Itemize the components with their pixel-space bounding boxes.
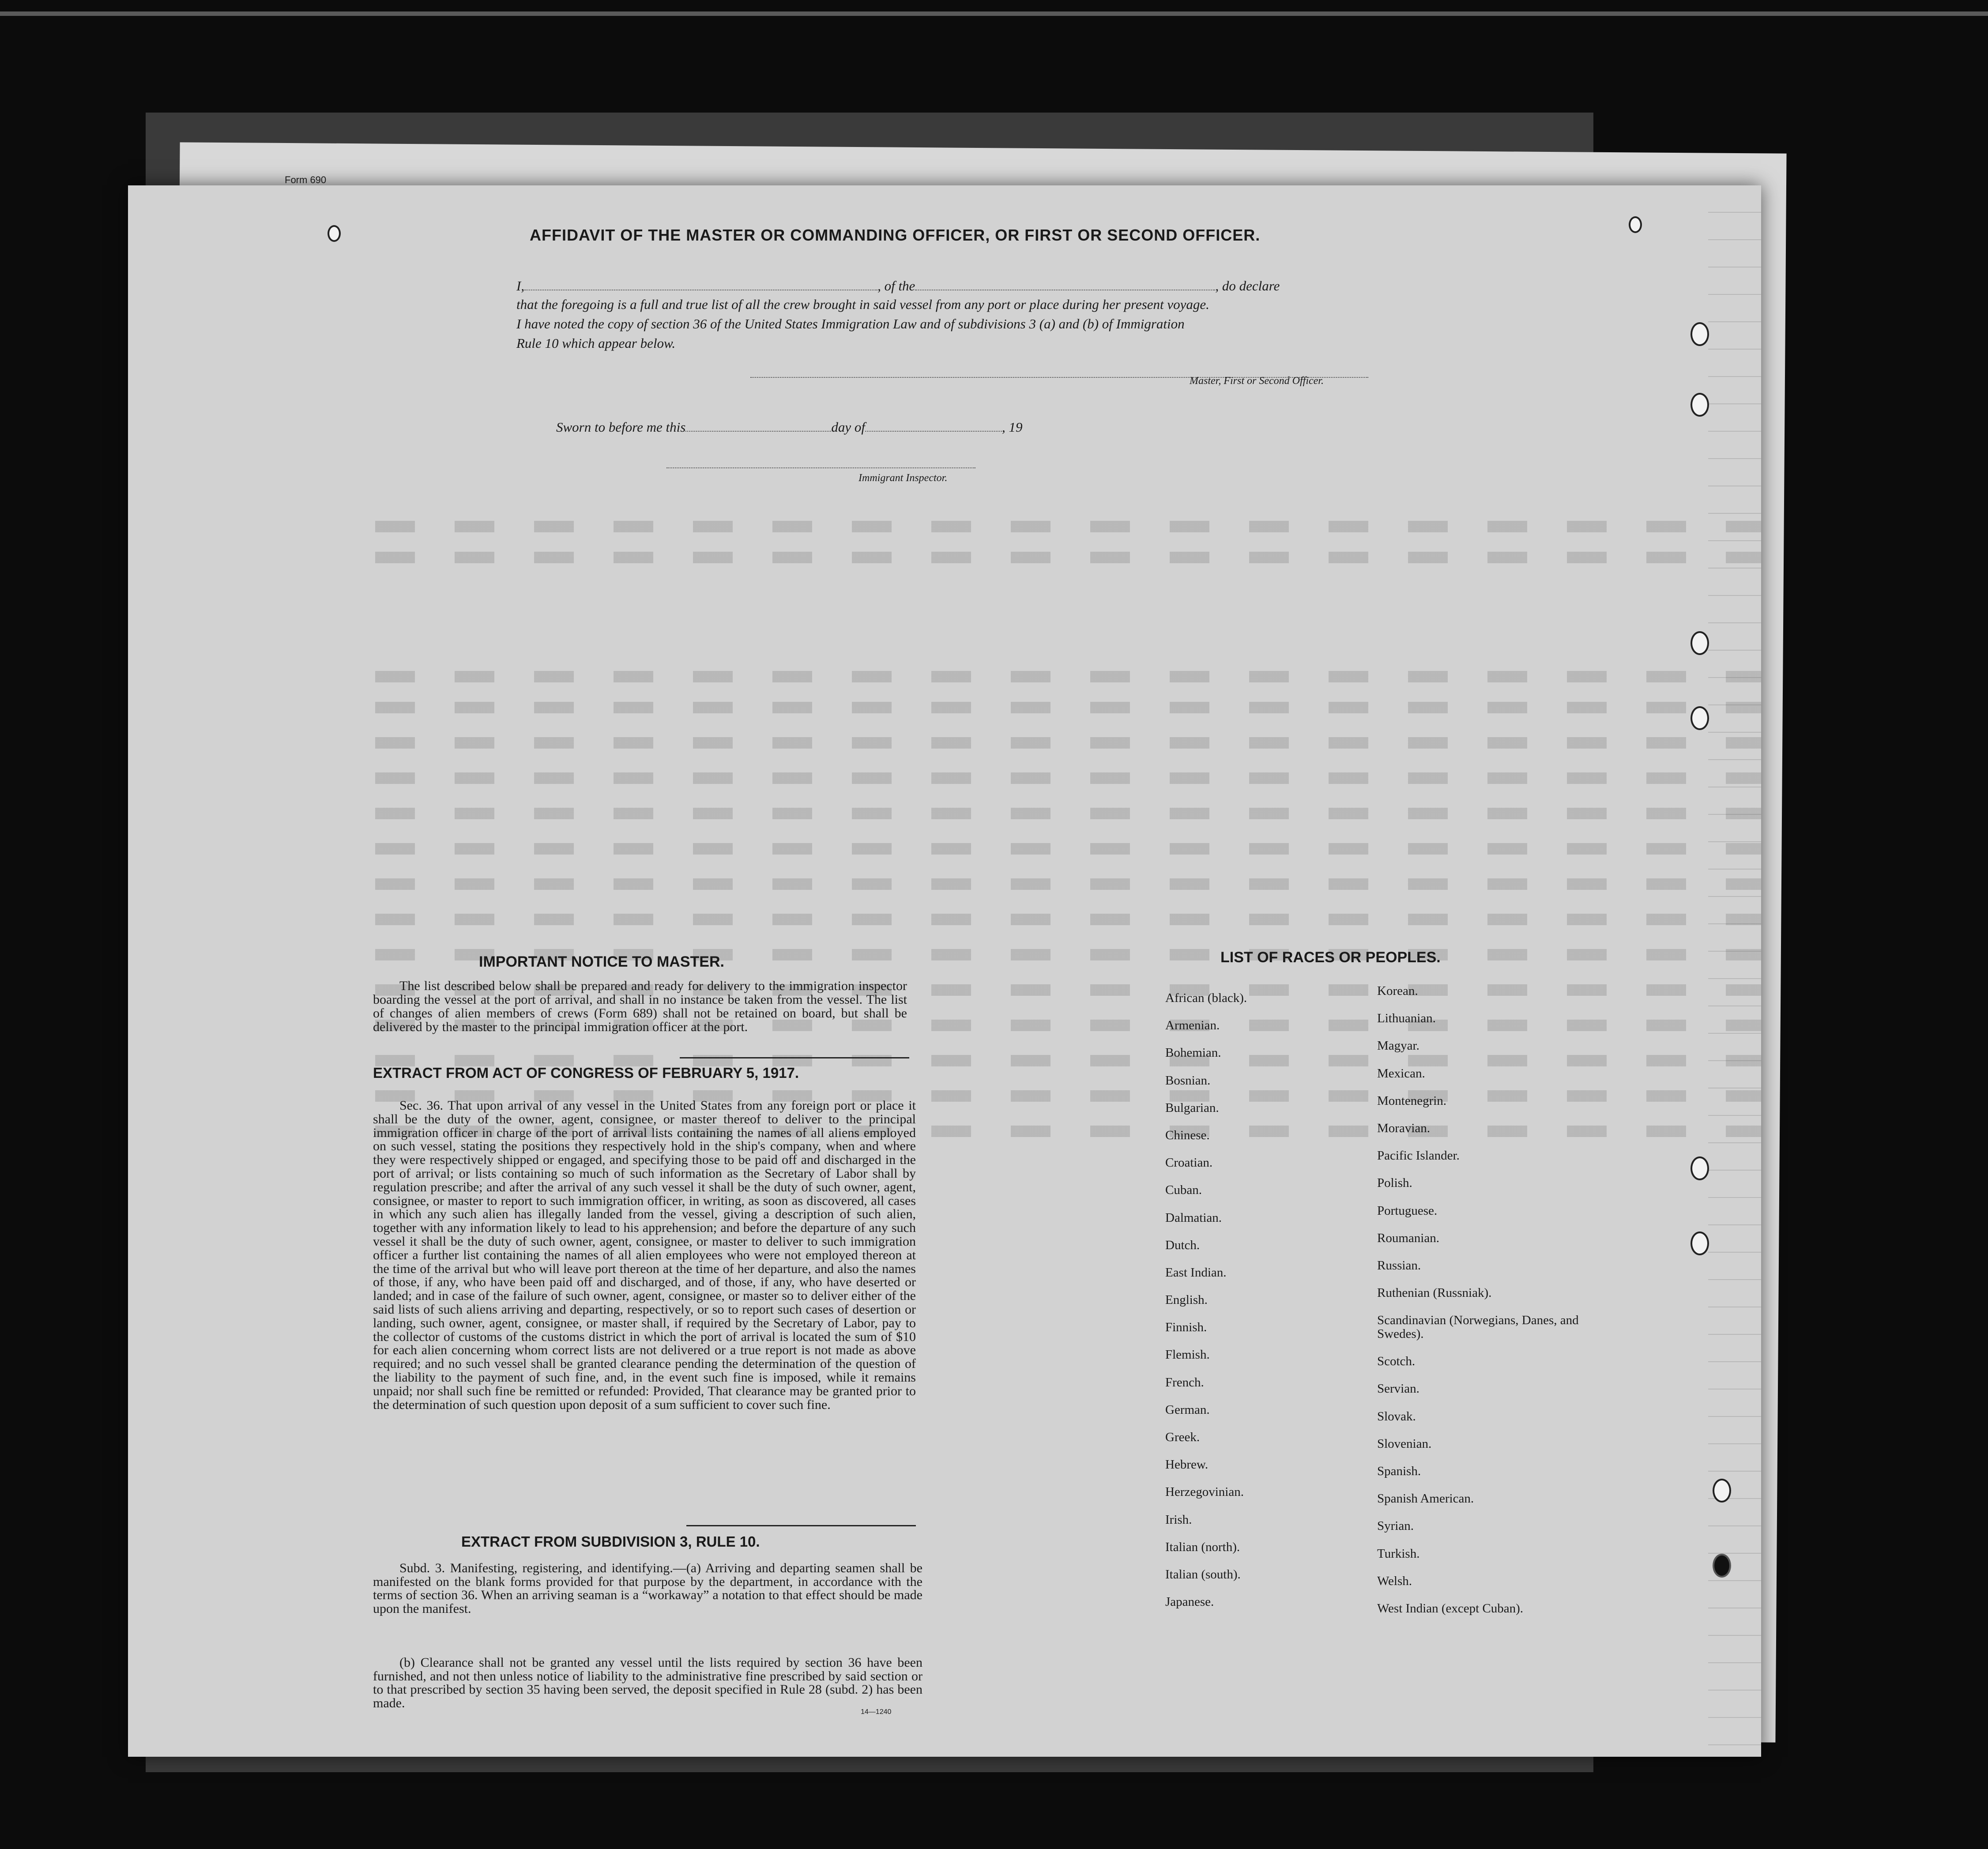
notice-title: IMPORTANT NOTICE TO MASTER. [479, 953, 724, 970]
race-item: Russian. [1377, 1258, 1421, 1273]
race-item: Flemish. [1165, 1348, 1210, 1362]
race-item: Italian (north). [1165, 1540, 1240, 1554]
race-item: African (black). [1165, 991, 1247, 1005]
affidavit-title: AFFIDAVIT OF THE MASTER OR COMMANDING OFFICER, OR FIRST OR SECOND OFFICER. [530, 226, 1261, 244]
affidavit-line-1 [516, 278, 1280, 294]
race-item: Turkish. [1377, 1546, 1420, 1561]
race-item: Hebrew. [1165, 1457, 1209, 1472]
day-of-label: day of [831, 419, 865, 435]
race-item: Scotch. [1377, 1354, 1416, 1369]
race-item: Greek. [1165, 1430, 1200, 1444]
extract-act-text: Sec. 36. That upon arrival of any vessel in the United States from any foreign port or place it shall be the duty of the owner, agent, consignee, or master thereof to deliver to the principal immigration officer in charge of the port of arrival lists containing the names of all aliens employed on such vessel, stating the positions they respectively hold in the ship's company, when and where they were respectively shipped or engaged, and specifying those to be paid off and discharged in the port of arrival; or lists containing so much of such information as the Secretary of Labor shall by regulation prescribe; and after the arrival of any such vessel it shall be the duty of such owner, agent, consignee, or master to report to such immigration officer, in writing, as soon as discovered, all cases in which any such alien has illegally landed from the vessel, giving a description of such alien, together with any information likely to lead to his apprehension; and before the departure of any such vessel it shall be the duty of such owner, agent, consignee, or master to deliver to such immigration officer a further list containing the names of all alien employees who were not employed thereon at the time of the arrival but who will leave port thereon at the time of her departure, and also the names of those, if any, who have been paid off and discharged, and of those, if any, who have deserted or landed; and in case of the failure of such owner, agent, consignee, or master so to deliver either of the said lists of such aliens arriving and departing, respectively, or so to report such cases of desertion or landing, such owner, agent, consignee, or master shall, if required by the Secretary of Labor, pay to the collector of customs of the customs district in which the port of arrival is located the sum of $10 for each alien concerning whom correct lists are not delivered or a true report is not made as above required; and no such vessel shall be granted clearance pending the determination of the question of the liability to the payment of such fine, and, in the event such fine is imposed, while it remains unpaid; nor shall such fine be remitted or refunded: Provided, That clearance may be granted prior to the determination of such question upon deposit of a sum sufficient to cover such fine. [373, 1098, 916, 1412]
extract-rule-text-a: Subd. 3. Manifesting, registering, and identifying.—(a) Arriving and departing seamen shall be manifested on the blank forms provided for that purpose by the department, in accordance with the terms of section 36. When an arriving seaman is a “workaway” a notation to that effect should be made upon the manifest. [373, 1561, 922, 1616]
bleed-through-row [375, 552, 1761, 563]
race-item: Slovak. [1377, 1409, 1416, 1423]
affidavit-line-4: Rule 10 which appear below. [516, 335, 676, 351]
bleed-through-row [375, 702, 1761, 713]
race-item: Montenegrin. [1377, 1093, 1447, 1108]
bleed-through-row [375, 772, 1761, 784]
race-item: Dutch. [1165, 1238, 1200, 1252]
year-label: , 19 [1002, 419, 1023, 435]
binder-hole [1691, 1156, 1709, 1180]
extract-rule-text-b: (b) Clearance shall not be granted any vessel until the lists required by section 36 have been furnished, and not then unless notice of liability to the administrative fine prescribed by said section or to that prescribed by section 35 having been served, the deposit specified in Rule 28 (subd. 2) has been made. [373, 1655, 922, 1710]
race-item: Scandinavian (Norwegians, Danes, and Swedes). [1377, 1313, 1579, 1341]
affidavit-of-the: , of the [877, 278, 915, 294]
binder-hole [1691, 393, 1709, 417]
notice-text: The list described below shall be prepared and ready for delivery to the immigration inspector boarding the vessel at the port of arrival, and shall in no instance be taken from the vessel. The list of changes of alien members of crews (Form 689) shall not be retained on board, but shall be delivered by the master to the principal immigration officer at the port. [373, 979, 907, 1034]
race-item: Servian. [1377, 1382, 1419, 1396]
affidavit-line-2: that the foregoing is a full and true list of all the crew brought in said vessel from any port or place during her present voyage. [516, 297, 1209, 312]
extract-act-title: EXTRACT FROM ACT OF CONGRESS OF FEBRUARY 5, 1917. [373, 1065, 799, 1081]
race-item: Chinese. [1165, 1128, 1210, 1142]
binder-hole [1691, 322, 1709, 346]
race-item: Ruthenian (Russniak). [1377, 1286, 1492, 1300]
divider [680, 1057, 909, 1058]
race-item: Mexican. [1377, 1066, 1425, 1081]
race-item: Finnish. [1165, 1320, 1207, 1335]
race-item: Syrian. [1377, 1519, 1414, 1533]
races-title: LIST OF RACES OR PEOPLES. [1220, 949, 1441, 966]
bleed-through-row [375, 737, 1761, 749]
race-item: Dalmatian. [1165, 1210, 1222, 1225]
bleed-through-row [375, 521, 1761, 532]
master-label: Master, First or Second Officer. [1190, 375, 1324, 387]
race-item: Irish. [1165, 1512, 1192, 1527]
race-item: English. [1165, 1293, 1208, 1307]
bleed-through-row [375, 914, 1761, 925]
race-item: Croatian. [1165, 1156, 1213, 1170]
race-item: Pacific Islander. [1377, 1149, 1460, 1163]
form-number: Form 690 [285, 174, 327, 185]
race-item: German. [1165, 1402, 1210, 1417]
race-item: Bosnian. [1165, 1073, 1211, 1088]
binder-hole [1691, 631, 1709, 655]
race-item: Roumanian. [1377, 1231, 1439, 1245]
binder-hole [1691, 706, 1709, 730]
races-left-column [1165, 991, 1359, 1623]
race-item: Welsh. [1377, 1574, 1412, 1588]
affidavit-line-3: I have noted the copy of section 36 of the United States Immigration Law and of subdivisions 3 (a) and (b) of Immigration [516, 316, 1185, 331]
race-item: Cuban. [1165, 1183, 1202, 1198]
race-item: Japanese. [1165, 1595, 1214, 1609]
ruled-margin [1708, 185, 1761, 1757]
race-item: Polish. [1377, 1176, 1412, 1190]
inspector-signature-line [666, 466, 975, 468]
race-item: French. [1165, 1375, 1204, 1390]
race-item: Spanish. [1377, 1464, 1421, 1478]
race-item: Korean. [1377, 984, 1418, 998]
bleed-through-row [375, 808, 1761, 819]
scanner-edge [0, 11, 1988, 16]
affidavit-i: I, [516, 278, 525, 294]
divider [686, 1525, 916, 1526]
grommet-hole [328, 225, 341, 242]
bleed-through-row [375, 878, 1761, 890]
extract-rule-title: EXTRACT FROM SUBDIVISION 3, RULE 10. [461, 1533, 760, 1550]
race-item: Italian (south). [1165, 1567, 1241, 1582]
race-item: Lithuanian. [1377, 1011, 1436, 1026]
races-right-column [1377, 984, 1607, 1629]
race-item: Moravian. [1377, 1121, 1430, 1135]
affidavit-do-declare: , do declare [1215, 278, 1280, 294]
bleed-through-row [375, 671, 1761, 682]
race-item: Herzegovinian. [1165, 1485, 1244, 1499]
race-item: East Indian. [1165, 1265, 1227, 1280]
sworn-line [556, 419, 1022, 435]
race-item: Slovenian. [1377, 1436, 1432, 1451]
binder-hole [1713, 1554, 1731, 1578]
print-code: 14—1240 [861, 1708, 892, 1716]
binder-hole [1713, 1479, 1731, 1503]
month-blank [865, 431, 1002, 432]
race-item: Magyar. [1377, 1039, 1419, 1053]
sworn-day-blank [685, 431, 831, 432]
race-item: Spanish American. [1377, 1491, 1474, 1506]
race-item: West Indian (except Cuban). [1377, 1601, 1524, 1616]
race-item: Bohemian. [1165, 1046, 1221, 1060]
sworn-label: Sworn to before me this [556, 419, 686, 435]
grommet-hole [1629, 216, 1642, 233]
binder-hole [1691, 1231, 1709, 1255]
race-item: Portuguese. [1377, 1203, 1438, 1218]
race-item: Bulgarian. [1165, 1100, 1219, 1115]
inspector-label: Immigrant Inspector. [858, 472, 948, 484]
race-item: Armenian. [1165, 1018, 1220, 1033]
bleed-through-row [375, 843, 1761, 855]
